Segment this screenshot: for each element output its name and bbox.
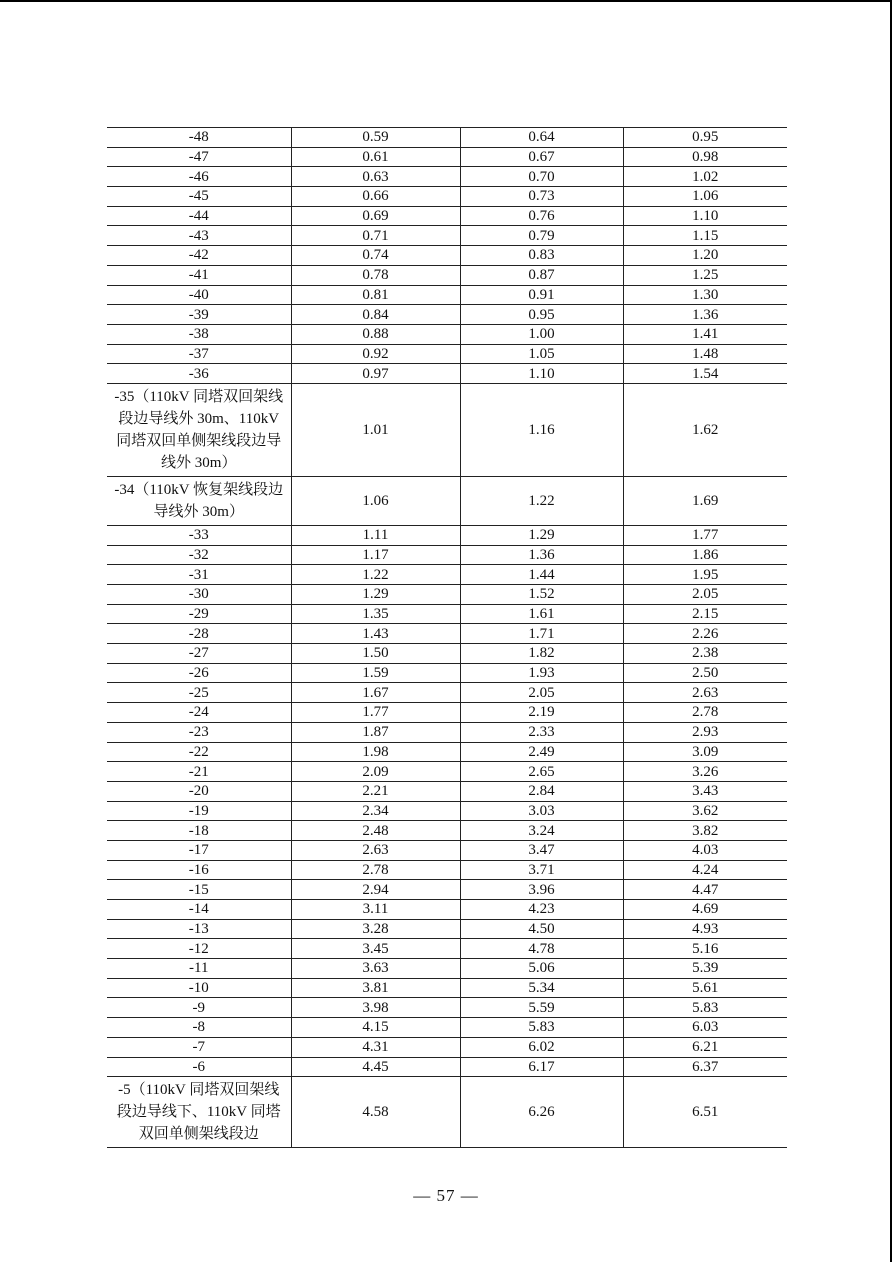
distance-cell: -47 xyxy=(107,147,291,167)
table-row xyxy=(107,1018,787,1038)
table-row xyxy=(107,364,787,384)
value-cell: 2.94 xyxy=(291,880,460,900)
value-cell: 0.71 xyxy=(291,226,460,246)
value-cell: 3.26 xyxy=(623,762,787,782)
value-cell: 1.30 xyxy=(623,285,787,305)
value-cell: 1.62 xyxy=(623,383,787,476)
value-cell: 1.67 xyxy=(291,683,460,703)
value-cell: 0.88 xyxy=(291,324,460,344)
value-cell: 0.59 xyxy=(291,128,460,148)
value-cell: 1.05 xyxy=(460,344,623,364)
distance-cell: -17 xyxy=(107,840,291,860)
value-cell: 2.48 xyxy=(291,821,460,841)
table-row xyxy=(107,585,787,605)
distance-cell: -24 xyxy=(107,703,291,723)
distance-cell: -42 xyxy=(107,246,291,266)
distance-cell: -31 xyxy=(107,565,291,585)
value-cell: 0.92 xyxy=(291,344,460,364)
value-cell: 4.93 xyxy=(623,919,787,939)
value-cell: 6.03 xyxy=(623,1018,787,1038)
value-cell: 1.59 xyxy=(291,663,460,683)
distance-cell: -21 xyxy=(107,762,291,782)
value-cell: 1.10 xyxy=(623,206,787,226)
table-row xyxy=(107,167,787,187)
table-row xyxy=(107,305,787,325)
distance-cell: -45 xyxy=(107,187,291,207)
value-cell: 1.69 xyxy=(623,476,787,525)
value-cell: 1.77 xyxy=(623,525,787,545)
distance-cell: -6 xyxy=(107,1057,291,1077)
distance-cell: -25 xyxy=(107,683,291,703)
value-cell: 3.28 xyxy=(291,919,460,939)
table-row xyxy=(107,919,787,939)
value-cell: 4.47 xyxy=(623,880,787,900)
table-row xyxy=(107,246,787,266)
value-cell: 1.48 xyxy=(623,344,787,364)
distance-cell: -8 xyxy=(107,1018,291,1038)
distance-cell: -33 xyxy=(107,525,291,545)
value-cell: 5.39 xyxy=(623,959,787,979)
table-row xyxy=(107,880,787,900)
value-cell: 4.45 xyxy=(291,1057,460,1077)
value-cell: 1.82 xyxy=(460,644,623,664)
distance-cell: -5（110kV 同塔双回架线段边导线下、110kV 同塔双回单侧架线段边 xyxy=(107,1077,291,1148)
value-cell: 4.24 xyxy=(623,860,787,880)
value-cell: 5.06 xyxy=(460,959,623,979)
value-cell: 6.51 xyxy=(623,1077,787,1148)
value-cell: 5.83 xyxy=(623,998,787,1018)
value-cell: 1.71 xyxy=(460,624,623,644)
value-cell: 2.15 xyxy=(623,604,787,624)
value-cell: 1.02 xyxy=(623,167,787,187)
value-cell: 2.78 xyxy=(623,703,787,723)
value-cell: 2.21 xyxy=(291,781,460,801)
value-cell: 0.67 xyxy=(460,147,623,167)
distance-cell: -12 xyxy=(107,939,291,959)
value-cell: 1.01 xyxy=(291,383,460,476)
value-cell: 1.43 xyxy=(291,624,460,644)
table-row xyxy=(107,703,787,723)
value-cell: 3.24 xyxy=(460,821,623,841)
value-cell: 1.35 xyxy=(291,604,460,624)
value-cell: 0.70 xyxy=(460,167,623,187)
value-cell: 3.71 xyxy=(460,860,623,880)
table-row xyxy=(107,840,787,860)
value-cell: 2.38 xyxy=(623,644,787,664)
value-cell: 3.62 xyxy=(623,801,787,821)
value-cell: 1.77 xyxy=(291,703,460,723)
table-row xyxy=(107,742,787,762)
value-cell: 6.21 xyxy=(623,1037,787,1057)
value-cell: 0.81 xyxy=(291,285,460,305)
value-cell: 6.17 xyxy=(460,1057,623,1077)
value-cell: 1.00 xyxy=(460,324,623,344)
value-cell: 3.43 xyxy=(623,781,787,801)
distance-cell: -19 xyxy=(107,801,291,821)
table-row xyxy=(107,801,787,821)
value-cell: 6.37 xyxy=(623,1057,787,1077)
distance-cell: -23 xyxy=(107,722,291,742)
table-row xyxy=(107,978,787,998)
distance-cell: -11 xyxy=(107,959,291,979)
value-cell: 3.82 xyxy=(623,821,787,841)
value-cell: 0.79 xyxy=(460,226,623,246)
value-cell: 0.78 xyxy=(291,265,460,285)
table-row xyxy=(107,383,787,476)
value-cell: 1.86 xyxy=(623,545,787,565)
value-cell: 1.29 xyxy=(291,585,460,605)
value-cell: 3.98 xyxy=(291,998,460,1018)
table-row xyxy=(107,644,787,664)
value-cell: 3.45 xyxy=(291,939,460,959)
value-cell: 2.84 xyxy=(460,781,623,801)
table-row xyxy=(107,187,787,207)
distance-cell: -29 xyxy=(107,604,291,624)
value-cell: 6.26 xyxy=(460,1077,623,1148)
table-row xyxy=(107,285,787,305)
value-cell: 1.87 xyxy=(291,722,460,742)
distance-cell: -14 xyxy=(107,900,291,920)
value-cell: 0.87 xyxy=(460,265,623,285)
value-cell: 5.34 xyxy=(460,978,623,998)
value-cell: 1.29 xyxy=(460,525,623,545)
table-row xyxy=(107,525,787,545)
table-row xyxy=(107,476,787,525)
value-cell: 1.22 xyxy=(291,565,460,585)
value-cell: 1.06 xyxy=(623,187,787,207)
value-cell: 2.49 xyxy=(460,742,623,762)
distance-cell: -7 xyxy=(107,1037,291,1057)
value-cell: 3.47 xyxy=(460,840,623,860)
value-cell: 0.76 xyxy=(460,206,623,226)
value-cell: 2.93 xyxy=(623,722,787,742)
value-cell: 3.81 xyxy=(291,978,460,998)
distance-cell: -46 xyxy=(107,167,291,187)
value-cell: 0.98 xyxy=(623,147,787,167)
table-row xyxy=(107,939,787,959)
value-cell: 0.74 xyxy=(291,246,460,266)
value-cell: 3.03 xyxy=(460,801,623,821)
value-cell: 0.91 xyxy=(460,285,623,305)
value-cell: 1.25 xyxy=(623,265,787,285)
top-border xyxy=(0,0,892,2)
distance-cell: -28 xyxy=(107,624,291,644)
value-cell: 4.31 xyxy=(291,1037,460,1057)
table-row xyxy=(107,565,787,585)
value-cell: 6.02 xyxy=(460,1037,623,1057)
table-row xyxy=(107,821,787,841)
value-cell: 1.36 xyxy=(460,545,623,565)
data-table xyxy=(107,127,787,1148)
value-cell: 1.44 xyxy=(460,565,623,585)
table-row xyxy=(107,998,787,1018)
value-cell: 1.16 xyxy=(460,383,623,476)
value-cell: 0.83 xyxy=(460,246,623,266)
distance-cell: -39 xyxy=(107,305,291,325)
distance-cell: -38 xyxy=(107,324,291,344)
table-row xyxy=(107,545,787,565)
table-row xyxy=(107,604,787,624)
value-cell: 2.50 xyxy=(623,663,787,683)
distance-cell: -26 xyxy=(107,663,291,683)
value-cell: 2.63 xyxy=(623,683,787,703)
value-cell: 1.95 xyxy=(623,565,787,585)
value-cell: 2.63 xyxy=(291,840,460,860)
table-row xyxy=(107,722,787,742)
distance-cell: -36 xyxy=(107,364,291,384)
table-row xyxy=(107,683,787,703)
table-row xyxy=(107,624,787,644)
table-row xyxy=(107,324,787,344)
table-row xyxy=(107,781,787,801)
distance-cell: -48 xyxy=(107,128,291,148)
value-cell: 1.61 xyxy=(460,604,623,624)
value-cell: 2.65 xyxy=(460,762,623,782)
distance-cell: -43 xyxy=(107,226,291,246)
table-row xyxy=(107,959,787,979)
value-cell: 4.69 xyxy=(623,900,787,920)
distance-cell: -44 xyxy=(107,206,291,226)
distance-cell: -30 xyxy=(107,585,291,605)
value-cell: 4.78 xyxy=(460,939,623,959)
table-row xyxy=(107,900,787,920)
distance-cell: -22 xyxy=(107,742,291,762)
table-row xyxy=(107,128,787,148)
table-row xyxy=(107,344,787,364)
value-cell: 1.17 xyxy=(291,545,460,565)
value-cell: 5.61 xyxy=(623,978,787,998)
value-cell: 0.84 xyxy=(291,305,460,325)
value-cell: 5.83 xyxy=(460,1018,623,1038)
table-row xyxy=(107,147,787,167)
value-cell: 2.19 xyxy=(460,703,623,723)
value-cell: 0.64 xyxy=(460,128,623,148)
value-cell: 3.11 xyxy=(291,900,460,920)
value-cell: 4.15 xyxy=(291,1018,460,1038)
distance-cell: -20 xyxy=(107,781,291,801)
table-body xyxy=(107,128,787,1148)
distance-cell: -9 xyxy=(107,998,291,1018)
distance-cell: -27 xyxy=(107,644,291,664)
value-cell: 1.22 xyxy=(460,476,623,525)
value-cell: 0.73 xyxy=(460,187,623,207)
value-cell: 1.06 xyxy=(291,476,460,525)
value-cell: 3.09 xyxy=(623,742,787,762)
value-cell: 1.98 xyxy=(291,742,460,762)
value-cell: 4.03 xyxy=(623,840,787,860)
value-cell: 2.05 xyxy=(623,585,787,605)
value-cell: 2.33 xyxy=(460,722,623,742)
value-cell: 1.54 xyxy=(623,364,787,384)
value-cell: 1.41 xyxy=(623,324,787,344)
table-row xyxy=(107,1057,787,1077)
distance-cell: -13 xyxy=(107,919,291,939)
value-cell: 2.26 xyxy=(623,624,787,644)
value-cell: 4.58 xyxy=(291,1077,460,1148)
distance-cell: -40 xyxy=(107,285,291,305)
value-cell: 0.95 xyxy=(460,305,623,325)
table-row xyxy=(107,762,787,782)
value-cell: 0.69 xyxy=(291,206,460,226)
table-row xyxy=(107,226,787,246)
distance-cell: -41 xyxy=(107,265,291,285)
value-cell: 5.16 xyxy=(623,939,787,959)
page-number: — 57 — xyxy=(413,1186,479,1205)
value-cell: 0.63 xyxy=(291,167,460,187)
value-cell: 0.61 xyxy=(291,147,460,167)
distance-cell: -16 xyxy=(107,860,291,880)
value-cell: 1.52 xyxy=(460,585,623,605)
value-cell: 4.50 xyxy=(460,919,623,939)
value-cell: 4.23 xyxy=(460,900,623,920)
table-row xyxy=(107,860,787,880)
table-row xyxy=(107,1077,787,1148)
distance-cell: -32 xyxy=(107,545,291,565)
value-cell: 0.66 xyxy=(291,187,460,207)
value-cell: 1.20 xyxy=(623,246,787,266)
value-cell: 1.50 xyxy=(291,644,460,664)
distance-cell: -15 xyxy=(107,880,291,900)
distance-cell: -18 xyxy=(107,821,291,841)
value-cell: 3.63 xyxy=(291,959,460,979)
distance-cell: -10 xyxy=(107,978,291,998)
value-cell: 2.34 xyxy=(291,801,460,821)
value-cell: 0.97 xyxy=(291,364,460,384)
distance-cell: -37 xyxy=(107,344,291,364)
value-cell: 1.10 xyxy=(460,364,623,384)
distance-cell: -34（110kV 恢复架线段边导线外 30m） xyxy=(107,476,291,525)
value-cell: 3.96 xyxy=(460,880,623,900)
value-cell: 1.15 xyxy=(623,226,787,246)
table-row xyxy=(107,265,787,285)
value-cell: 1.93 xyxy=(460,663,623,683)
table-row xyxy=(107,206,787,226)
value-cell: 0.95 xyxy=(623,128,787,148)
table-row xyxy=(107,1037,787,1057)
table-row xyxy=(107,663,787,683)
value-cell: 2.09 xyxy=(291,762,460,782)
value-cell: 5.59 xyxy=(460,998,623,1018)
value-cell: 1.36 xyxy=(623,305,787,325)
value-cell: 2.05 xyxy=(460,683,623,703)
distance-cell: -35（110kV 同塔双回架线段边导线外 30m、110kV 同塔双回单侧架线段边导线外 30m） xyxy=(107,383,291,476)
value-cell: 2.78 xyxy=(291,860,460,880)
value-cell: 1.11 xyxy=(291,525,460,545)
